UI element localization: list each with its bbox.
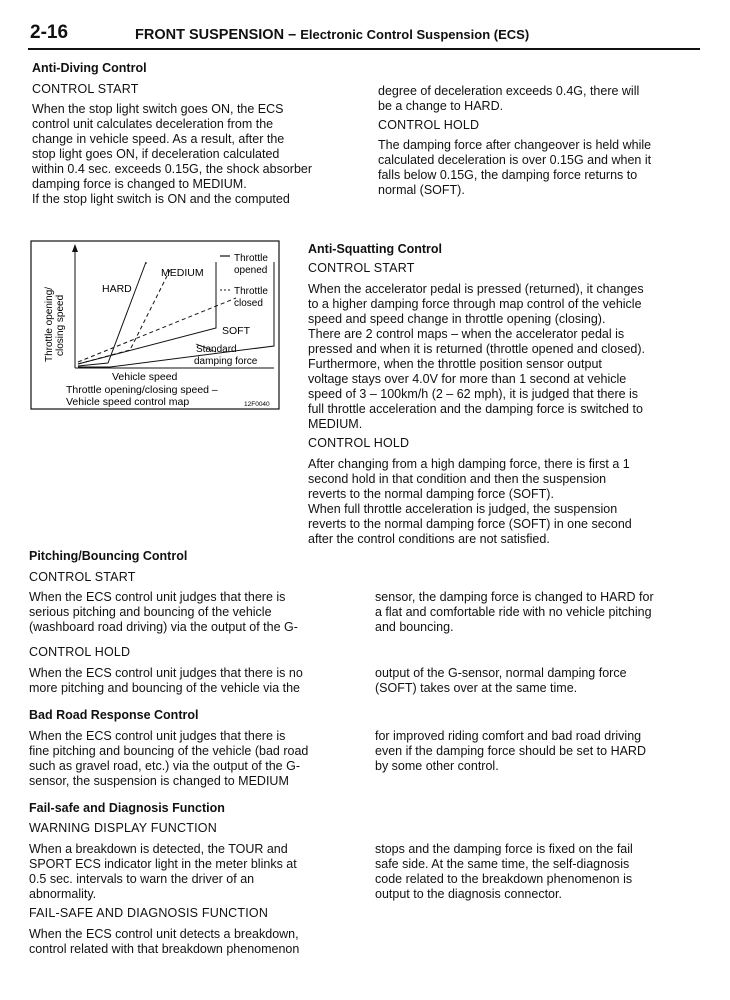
y-axis-arrow-icon (72, 244, 78, 252)
text-line: even if the damping force should be set to HARD (375, 744, 646, 758)
anti-diving-control-hold-label: CONTROL HOLD (378, 118, 480, 132)
text-line: by some other control. (375, 759, 499, 773)
label-standard-line2: damping force (194, 356, 258, 367)
anti-diving-heading: Anti-Diving Control (32, 61, 147, 75)
text-line: more pitching and bouncing of the vehicle via the (29, 681, 301, 695)
text-line: control unit calculates deceleration from the (32, 117, 274, 131)
bad-road-heading: Bad Road Response Control (29, 708, 199, 722)
text-line: Furthermore, when the throttle position sensor output (308, 357, 602, 371)
text-line: When full throttle acceleration is judged, the suspension (308, 502, 618, 516)
text-line: The damping force after changeover is held while (378, 138, 652, 152)
text-line: such as gravel road, etc.) via the output of the G- (29, 759, 300, 773)
pitching-start-text-left (29, 590, 349, 635)
anti-diving-start-text-right (378, 84, 696, 114)
text-line: When the ECS control unit judges that there is no (29, 666, 303, 680)
text-line: When the ECS control unit judges that there is (29, 590, 286, 604)
legend-closed-line1: Throttle (234, 286, 268, 297)
page-header (135, 27, 529, 43)
text-line: When the stop light switch goes ON, the ECS (32, 102, 284, 116)
text-line: to a higher damping force through map control of the vehicle (308, 297, 642, 311)
text-line: calculated deceleration is over 0.15G and when it (378, 153, 652, 167)
header-separator: – (288, 27, 297, 43)
text-line: reverts to the normal damping force (SOFT) in one second (308, 517, 632, 531)
text-line: After changing from a high damping force, there is first a 1 (308, 457, 630, 471)
anti-squatting-heading: Anti-Squatting Control (308, 242, 442, 256)
figure-code: 12F0040 (244, 401, 270, 408)
anti-diving-start-text-left (32, 102, 350, 207)
text-line: sensor, the damping force is changed to HARD for (375, 590, 654, 604)
text-line: (SOFT) takes over at the same time. (375, 681, 578, 695)
text-line: sensor, the suspension is changed to MEDIUM (29, 774, 289, 788)
text-line: When a breakdown is detected, the TOUR and (29, 842, 288, 856)
text-line: be a change to HARD. (378, 99, 504, 113)
figure-caption-line1: Throttle opening/closing speed – (66, 384, 218, 396)
text-line: damping force is changed to MEDIUM. (32, 177, 247, 191)
text-line: There are 2 control maps – when the accelerator pedal is (308, 327, 625, 341)
text-line: When the ECS control unit detects a breakdown, (29, 927, 299, 941)
text-line: voltage stays over 4.0V for more than 1 second at vehicle (308, 372, 627, 386)
text-line: control related with that breakdown phenomenon (29, 942, 300, 956)
header-subtitle: Electronic Control Suspension (ECS) (300, 27, 530, 42)
pitching-control-hold-label: CONTROL HOLD (29, 645, 131, 659)
bad-road-text-right (375, 729, 697, 774)
control-map-figure (30, 240, 282, 412)
legend-closed-line2: closed (234, 298, 263, 309)
anti-squatting-control-hold-label: CONTROL HOLD (308, 436, 410, 450)
text-line: stops and the damping force is fixed on the fail (375, 842, 633, 856)
text-line: second hold in that condition and then the suspension (308, 472, 607, 486)
text-line: stop light goes ON, if deceleration calculated (32, 147, 280, 161)
anti-squatting-hold-text (308, 457, 696, 547)
text-line: falls below 0.15G, the damping force returns to (378, 168, 638, 182)
text-line: speed and speed change in throttle opening (closing). (308, 312, 606, 326)
text-line: If the stop light switch is ON and the computed (32, 192, 290, 206)
anti-diving-control-start-label: CONTROL START (32, 82, 139, 96)
text-line: serious pitching and bouncing of the vehicle (29, 605, 272, 619)
text-line: and bouncing. (375, 620, 454, 634)
y-axis-label-line2: closing speed (55, 294, 66, 356)
text-line: normal (SOFT). (378, 183, 465, 197)
text-line: speed of 3 – 100km/h (2 – 62 mph), it is judged that there is (308, 387, 639, 401)
label-medium: MEDIUM (161, 267, 204, 279)
pitching-heading: Pitching/Bouncing Control (29, 549, 188, 563)
pitching-hold-text-left (29, 666, 349, 696)
text-line: reverts to the normal damping force (SOFT). (308, 487, 554, 501)
pitching-start-text-right (375, 590, 697, 635)
anti-squatting-control-start-label: CONTROL START (308, 261, 415, 275)
hard-boundary-opened (78, 262, 146, 366)
header-rule (28, 48, 700, 50)
text-line: after the control conditions are not satisfied. (308, 532, 550, 546)
legend-opened-line2: opened (234, 265, 268, 276)
warning-display-text-left (29, 842, 349, 902)
legend-opened-line1: Throttle (234, 253, 268, 264)
failsafe-diagnosis-label: FAIL-SAFE AND DIAGNOSIS FUNCTION (29, 906, 269, 920)
warning-display-label: WARNING DISPLAY FUNCTION (29, 821, 217, 835)
x-axis-label: Vehicle speed (112, 371, 178, 383)
text-line: (washboard road driving) via the output of the G- (29, 620, 298, 634)
text-line: safe side. At the same time, the self-diagnosis (375, 857, 630, 871)
failsafe-heading: Fail-safe and Diagnosis Function (29, 801, 225, 815)
text-line: code related to the breakdown phenomenon is (375, 872, 633, 886)
page-number: 2-16 (30, 22, 69, 43)
label-standard-line1: Standard (196, 344, 237, 355)
text-line: SPORT ECS indicator light in the meter blinks at (29, 857, 297, 871)
text-line: output of the G-sensor, normal damping force (375, 666, 627, 680)
text-line: for improved riding comfort and bad road driving (375, 729, 642, 743)
warning-display-text-right (375, 842, 697, 902)
text-line: MEDIUM. (308, 417, 363, 431)
figure-caption-line2: Vehicle speed control map (66, 396, 190, 408)
bad-road-text-left (29, 729, 349, 789)
text-line: fine pitching and bouncing of the vehicle (bad road (29, 744, 309, 758)
text-line: abnormality. (29, 887, 97, 901)
text-line: 0.5 sec. intervals to warn the driver of an (29, 872, 255, 886)
header-title: FRONT SUSPENSION (135, 27, 285, 43)
label-hard: HARD (102, 283, 132, 295)
text-line: When the ECS control unit judges that there is (29, 729, 286, 743)
text-line: When the accelerator pedal is pressed (returned), it changes (308, 282, 644, 296)
text-line: full throttle acceleration and the damping force is switched to (308, 402, 643, 416)
anti-diving-hold-text (378, 138, 696, 198)
label-soft: SOFT (222, 325, 250, 337)
text-line: pressed and when it is returned (throttle opened and closed). (308, 342, 646, 356)
text-line: degree of deceleration exceeds 0.4G, there will (378, 84, 640, 98)
failsafe-diagnosis-text (29, 927, 349, 957)
pitching-control-start-label: CONTROL START (29, 570, 136, 584)
text-line: change in vehicle speed. As a result, after the (32, 132, 285, 146)
text-line: output to the diagnosis connector. (375, 887, 562, 901)
text-line: within 0.4 sec. exceeds 0.15G, the shock absorber (32, 162, 313, 176)
pitching-hold-text-right (375, 666, 697, 696)
y-axis-label-line1: Throttle opening/ (44, 286, 55, 362)
text-line: a flat and comfortable ride with no vehicle pitching (375, 605, 652, 619)
anti-squatting-start-text (308, 282, 696, 432)
